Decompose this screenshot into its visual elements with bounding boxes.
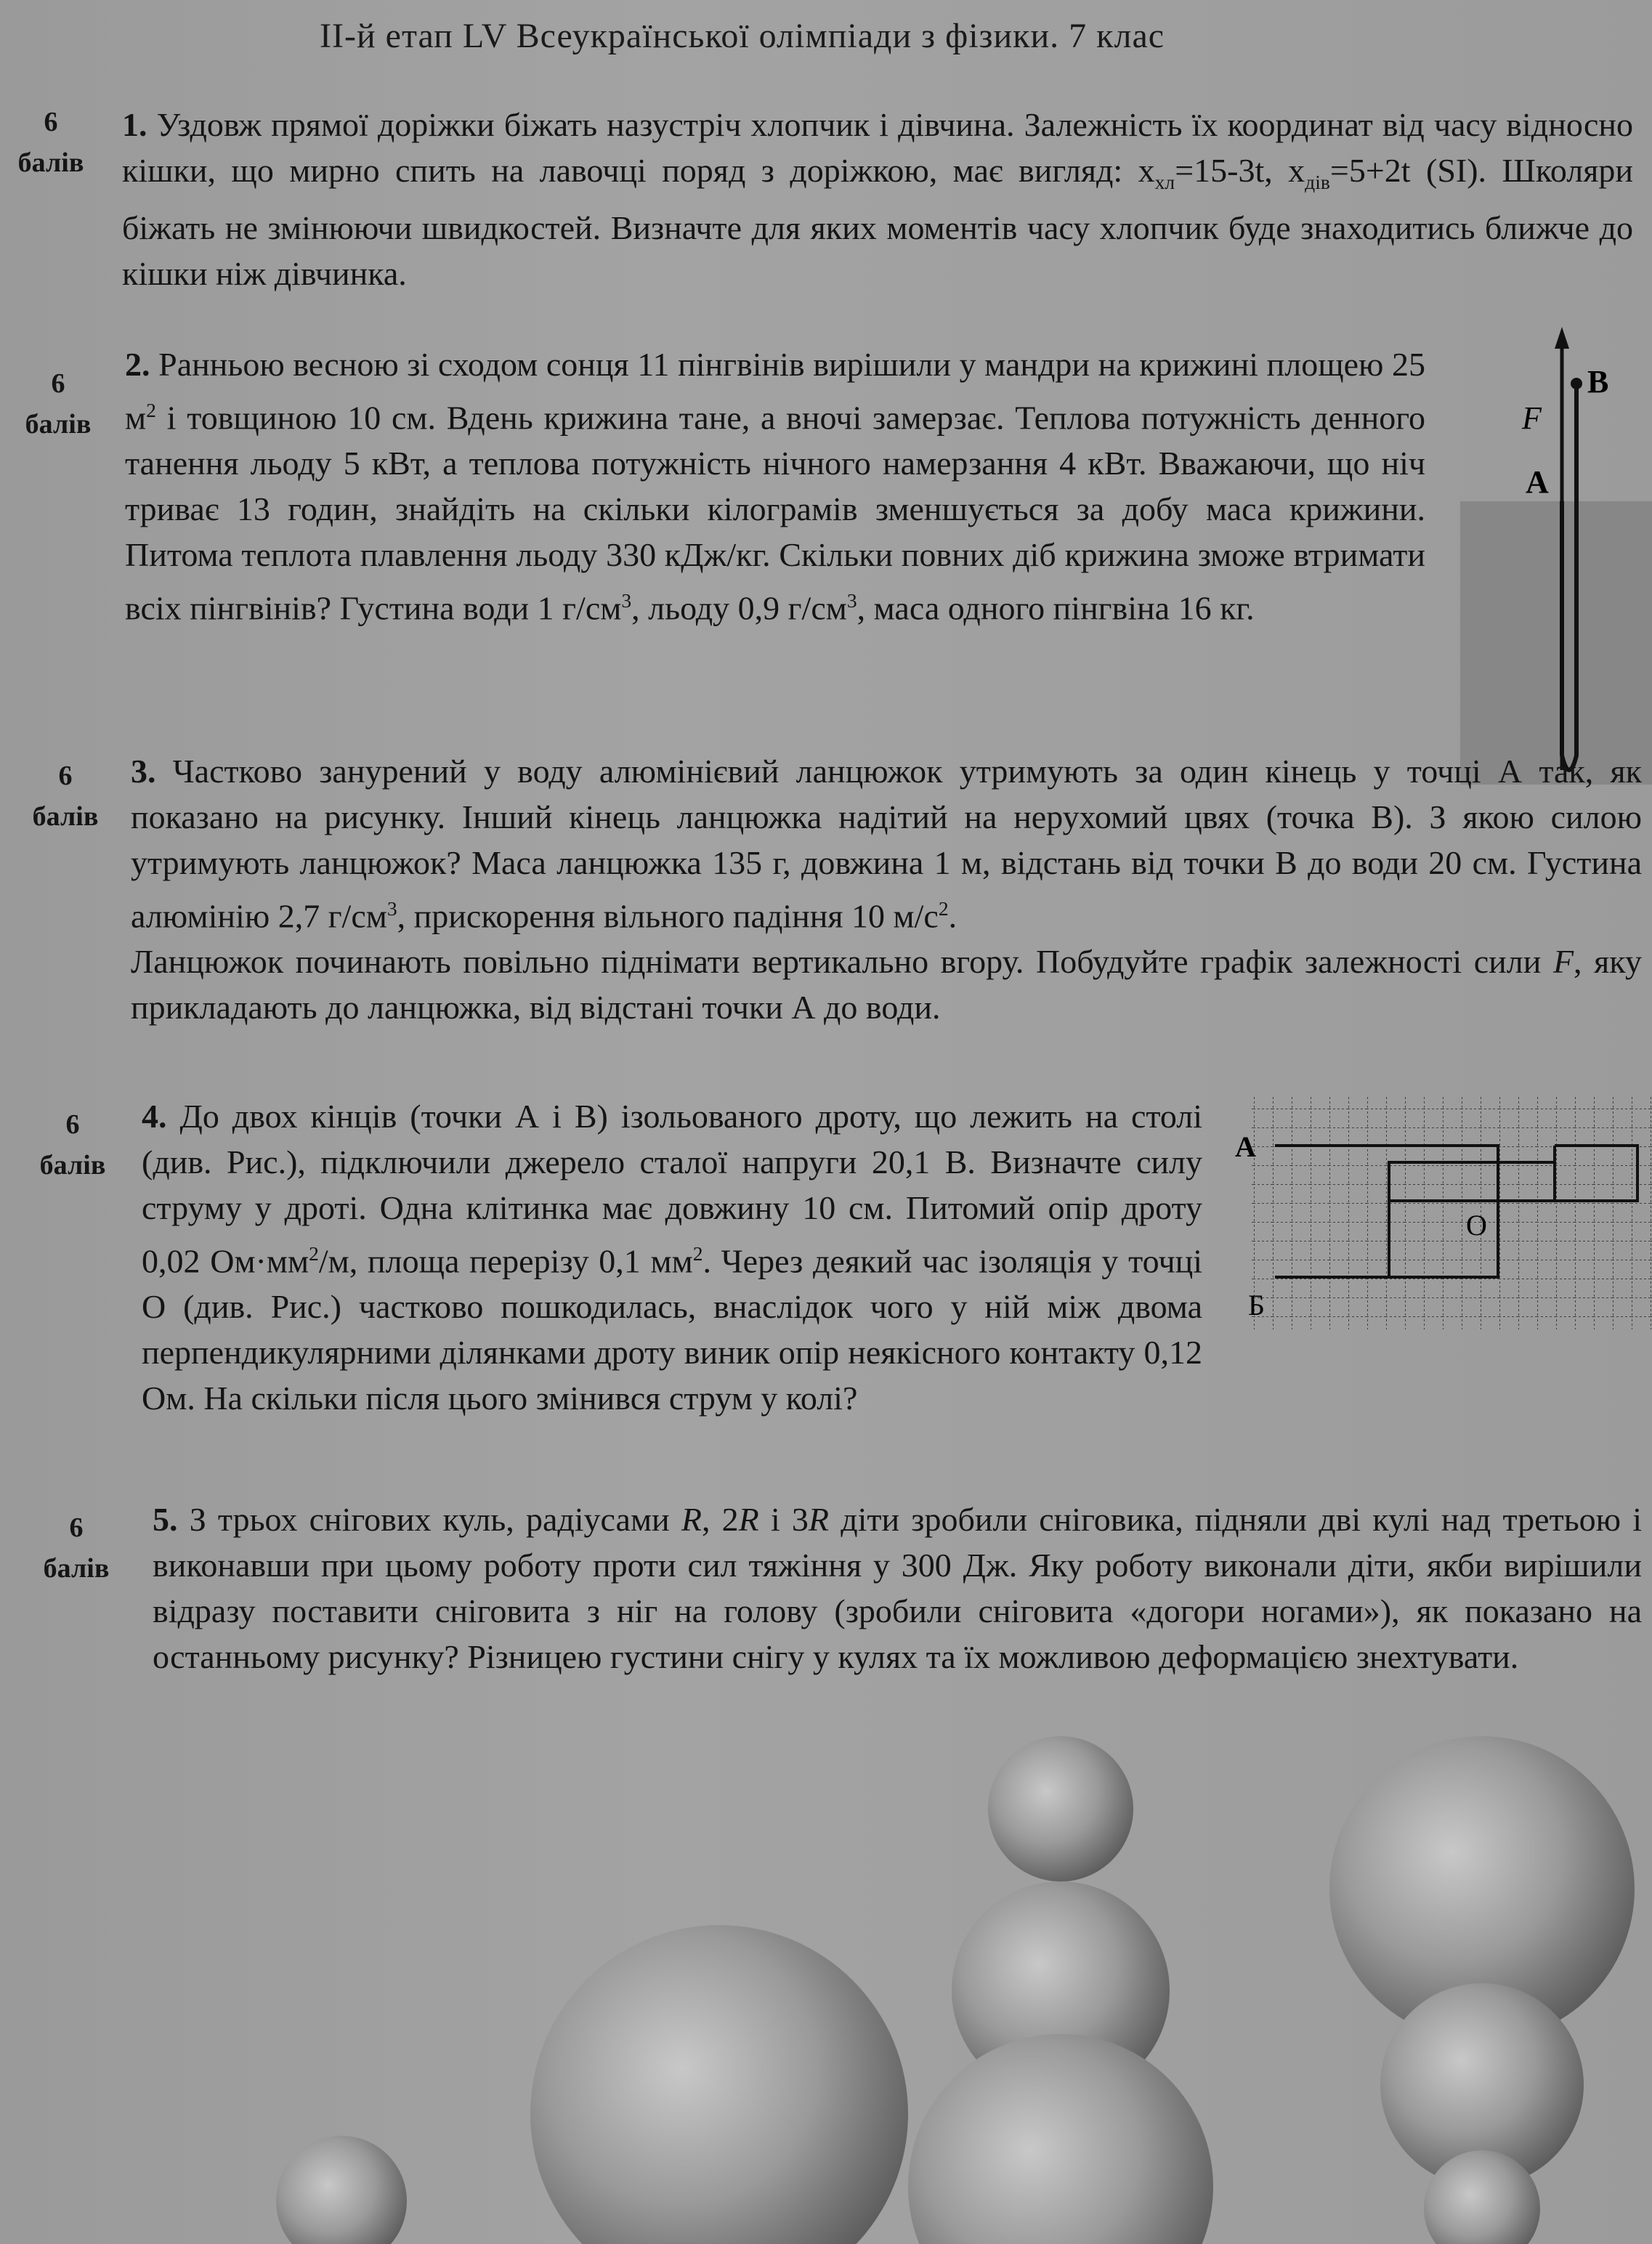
- page-title: ІІ-й етап LV Всеукраїнської олімпіади з фізики. 7 клас: [320, 17, 1165, 55]
- problem-number: 3.: [131, 753, 156, 790]
- superscript: 2: [309, 1242, 319, 1265]
- points-label-3: [15, 756, 116, 837]
- wire-label-a: A: [1235, 1130, 1256, 1163]
- subscript: хл: [1154, 171, 1175, 194]
- points-unit: балів: [39, 1150, 106, 1180]
- problem-text: До двох кінців (точки А і В) ізольованого дроту, що лежить на столі (див. Рис.), підключили джерело сталої напруги 20,1 В. Визначте силу струму у дроті. Одна клітинка має довжину 10 см. Питомий опір дроту 0,02 Ом·мм: [142, 1098, 1203, 1280]
- problem-text: і 3: [758, 1501, 809, 1538]
- problem-text: =5+2t (SI). Школяри біжать не змінюючи швидкостей. Визначте для яких моментів часу хлопчик буде знаходитись ближче до кішки ніж дівчинка.: [122, 152, 1634, 293]
- problem-number: 1.: [122, 106, 147, 143]
- radius-symbol: R: [681, 1501, 702, 1538]
- wire-label-b: Б: [1248, 1289, 1265, 1321]
- label-a: A: [1526, 464, 1549, 500]
- problem-text: З трьох снігових куль, радіусами: [189, 1501, 681, 1538]
- superscript: 2: [146, 399, 156, 421]
- problem-2: [125, 341, 1425, 631]
- superscript: 2: [692, 1242, 703, 1265]
- snowball-small-left: [276, 2136, 407, 2244]
- problem-number: 2.: [125, 346, 150, 383]
- wire-grid-figure: [1235, 1090, 1652, 1337]
- problem-text: . Через деякий час ізоляція у точці О (див. Рис.) частково пошкодилась, внаслідок чого у ній між двома перпендикулярними ділянками дроту виник опір неякісного контакту 0,12 Ом. На скільки після цього змінився струм у колі?: [142, 1242, 1202, 1417]
- problem-text: =15-3t, x: [1175, 152, 1305, 189]
- problem-5: [153, 1496, 1642, 1680]
- problem-text: .: [948, 897, 957, 935]
- points-unit: балів: [32, 801, 99, 832]
- problem-text: Ранньою весною зі сходом сонця 11 пінгвінів вирішили у мандри на крижині площею 25 м: [125, 346, 1425, 437]
- radius-symbol: R: [808, 1501, 830, 1538]
- label-b: B: [1587, 364, 1609, 400]
- nail-icon: [1571, 378, 1582, 389]
- points-unit: балів: [17, 147, 84, 178]
- problem-number: 5.: [153, 1501, 178, 1538]
- force-symbol: F: [1552, 943, 1574, 981]
- snowman-base: [908, 2034, 1213, 2244]
- points-label-4: [22, 1104, 124, 1186]
- problem-text: , 2: [701, 1501, 739, 1538]
- superscript: 3: [386, 897, 397, 920]
- water-region: [1460, 501, 1652, 785]
- problem-text: Уздовж прямої доріжки біжать назустріч хлопчик і дівчина. Залежність їх координат від часу відносно кішки, що мирно спить на лавочці поряд з доріжкою, має вигляд: x: [122, 106, 1634, 189]
- snowball-large-left: [530, 1925, 908, 2244]
- points-label-1: [0, 102, 102, 183]
- points-label-2: [7, 363, 109, 445]
- chain-figure: [1446, 320, 1652, 785]
- points-value: 6: [44, 107, 58, 137]
- superscript: 2: [938, 897, 949, 920]
- arrow-head-icon: [1555, 327, 1569, 349]
- points-unit: балів: [25, 409, 92, 440]
- grid-background: [1250, 1097, 1652, 1329]
- problem-text: , прискорення вільного падіння 10 м/с: [397, 897, 939, 935]
- radius-symbol: R: [738, 1501, 759, 1538]
- problem-1: [122, 102, 1633, 296]
- problem-text: Частково занурений у воду алюмінієвий ланцюжок утримують за один кінець у точці А так, як показано на рисунку. Інший кінець ланцюжка надітий на нерухомий цвях (точка В). З якою силою утримують ланцюжок? Маса ланцюжка 135 г, довжина 1 м, відстань від точки В до води 20 см. Густина алюмінію 2,7 г/см: [131, 753, 1642, 935]
- points-value: 6: [65, 1109, 80, 1140]
- points-value: 6: [51, 368, 65, 399]
- problem-3: [131, 748, 1642, 1030]
- problem-text: діти зробили сніговика, підняли дві кулі над третьою і виконавши при цьому роботу проти сил тяжіння у 300 Дж. Яку роботу виконали діти, якби вирішили відразу поставити сніговита з ніг на голову (зробили сніговита «догори ногами»), як показано на останньому рисунку? Різницею густини снігу у кулях та їх можливою деформацією знехтувати.: [153, 1501, 1643, 1675]
- problem-text: і товщиною 10 см. Вдень крижина тане, а вночі замерзає. Теплова потужність денного танення льоду 5 кВт, а теплова потужність нічного намерзання 4 кВт. Вважаючи, що ніч триває 13 годин, знайдіть на скільки кілограмів зменшується за добу маса крижини. Питома теплота плавлення льоду 330 кДж/кг. Скільки повних діб крижина зможе втримати всіх пінгвінів? Густина води 1 г/см: [125, 399, 1425, 627]
- superscript: 3: [621, 589, 632, 612]
- problem-text: , маса одного пінгвіна 16 кг.: [857, 589, 1255, 627]
- problem-text: , яку прикладають до ланцюжка, від відстані точки А до води.: [131, 943, 1642, 1026]
- points-value: 6: [58, 761, 73, 791]
- wire-label-o: O: [1466, 1209, 1487, 1242]
- snowballs-figure: [254, 1707, 1652, 2244]
- problem-4: [142, 1093, 1202, 1421]
- label-f: F: [1522, 400, 1542, 436]
- problem-text: Ланцюжок починають повільно піднімати вертикально вгору. Побудуйте графік залежності сили: [131, 943, 1553, 981]
- points-unit: балів: [43, 1553, 110, 1584]
- problem-text: , льоду 0,9 г/см: [631, 589, 847, 627]
- points-value: 6: [69, 1512, 84, 1543]
- points-label-5: [25, 1507, 127, 1589]
- subscript: дів: [1305, 171, 1330, 194]
- problem-number: 4.: [142, 1098, 167, 1135]
- superscript: 3: [846, 589, 857, 612]
- problem-text: /м, площа перерізу 0,1 мм: [318, 1242, 693, 1280]
- snowman-head: [988, 1736, 1133, 1882]
